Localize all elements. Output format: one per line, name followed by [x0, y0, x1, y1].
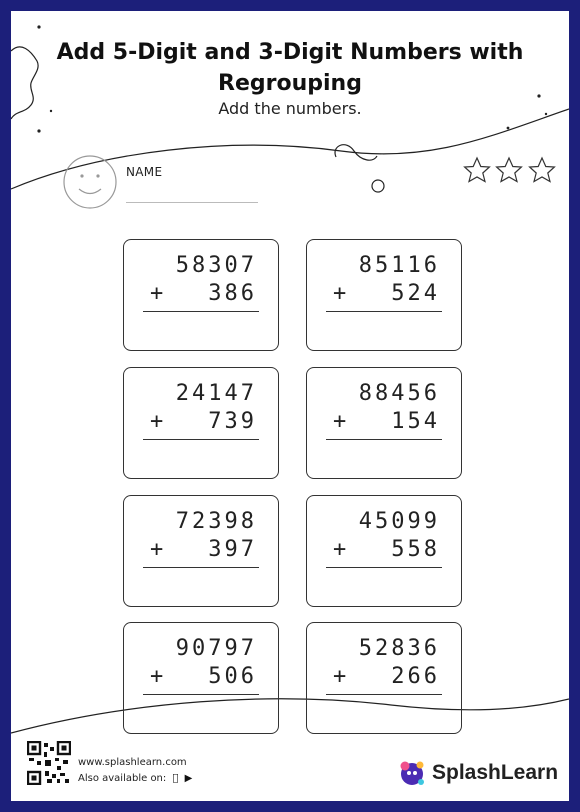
answer-line[interactable] [143, 311, 259, 312]
plus-sign: + [150, 409, 164, 434]
top-number: 24147 [175, 381, 257, 406]
splashlearn-logo [397, 757, 558, 789]
bottom-number: 266 [391, 664, 440, 689]
problem-card [306, 622, 462, 734]
plus-sign: + [333, 664, 347, 689]
problem-card [123, 495, 279, 607]
brand-name: SplashLearn [432, 761, 559, 784]
top-number: 58307 [175, 253, 257, 278]
answer-line[interactable] [143, 439, 259, 440]
plus-sign: + [333, 409, 347, 434]
website-url[interactable]: www.splashlearn.com [78, 757, 187, 768]
bottom-number: 506 [208, 664, 257, 689]
problem-card [123, 239, 279, 351]
top-number: 88456 [358, 381, 440, 406]
qr-code-icon [27, 741, 71, 785]
plus-sign: + [150, 664, 164, 689]
star-icon [497, 158, 522, 182]
bottom-number: 397 [208, 537, 257, 562]
bottom-number: 558 [391, 537, 440, 562]
bottom-number: 386 [208, 281, 257, 306]
sparkle-dot [37, 25, 40, 28]
plus-sign: + [333, 281, 347, 306]
sparkle-dot [37, 129, 40, 132]
worksheet-page [11, 11, 569, 801]
star-icon [530, 158, 555, 182]
answer-line[interactable] [143, 694, 259, 695]
bottom-number: 524 [391, 281, 440, 306]
top-number: 45099 [358, 509, 440, 534]
sparkle-dot [507, 127, 510, 130]
bottom-number: 154 [391, 409, 440, 434]
title-line-1: Add 5-Digit and 3-Digit Numbers with [56, 40, 524, 65]
apple-icon[interactable] [172, 773, 178, 784]
top-number: 72398 [175, 509, 257, 534]
instruction-text: Add the numbers. [218, 99, 362, 118]
title-line-2: Regrouping [218, 71, 362, 96]
bottom-number: 739 [208, 409, 257, 434]
footer-wave [11, 699, 569, 733]
play-store-icon[interactable]: ▶ [178, 773, 187, 784]
answer-line[interactable] [326, 567, 442, 568]
page-title [11, 37, 569, 99]
problem-card [123, 367, 279, 479]
plus-sign: + [150, 537, 164, 562]
available-on-label: Also available on: [78, 773, 167, 784]
problem-card [306, 495, 462, 607]
top-number: 90797 [175, 636, 257, 661]
header-wave [11, 109, 569, 189]
name-label: NAME [126, 165, 163, 179]
answer-line[interactable] [326, 439, 442, 440]
available-on-text [78, 773, 192, 784]
answer-line[interactable] [143, 567, 259, 568]
answer-line[interactable] [326, 694, 442, 695]
plus-sign: + [333, 537, 347, 562]
small-circle [372, 180, 384, 192]
top-number: 52836 [358, 636, 440, 661]
problem-card [306, 367, 462, 479]
top-number: 85116 [358, 253, 440, 278]
decorative-background [11, 11, 569, 801]
name-input-line[interactable] [126, 202, 258, 203]
problem-card [306, 239, 462, 351]
problem-card [123, 622, 279, 734]
answer-line[interactable] [326, 311, 442, 312]
plus-sign: + [150, 281, 164, 306]
splashlearn-logo-icon [397, 758, 427, 788]
star-icon [465, 158, 490, 182]
